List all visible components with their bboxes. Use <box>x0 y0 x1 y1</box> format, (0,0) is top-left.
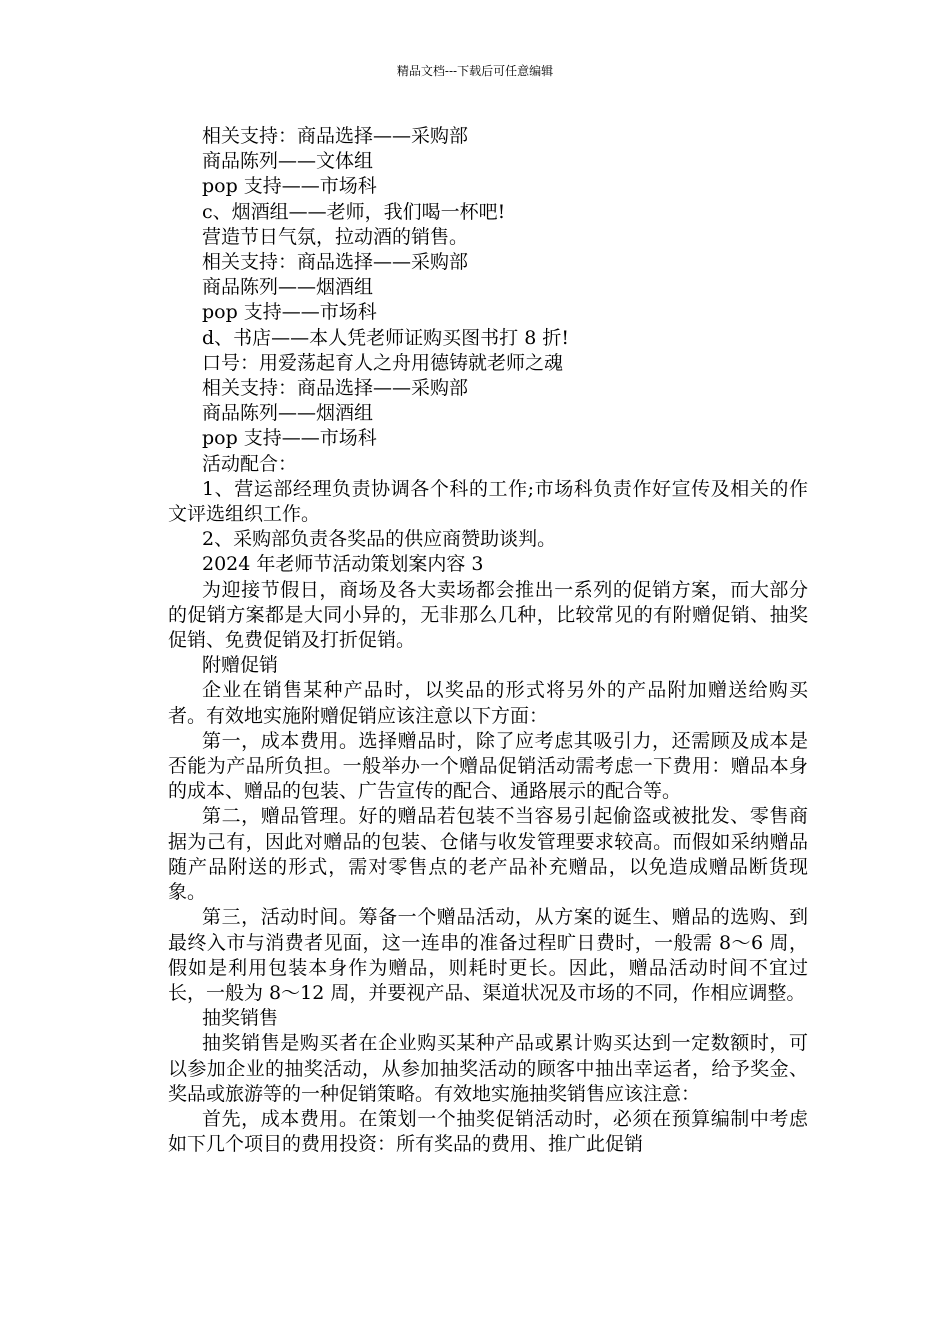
section-heading: 抽奖销售 <box>202 1007 279 1030</box>
text-line: d、书店——本人凭老师证购买图书打 8 折! <box>202 326 569 349</box>
text-line: 相关支持：商品选择——采购部 <box>202 377 469 400</box>
section-heading: 附赠促销 <box>202 654 279 677</box>
document-body <box>168 124 808 1157</box>
text-line: 活动配合： <box>202 452 298 475</box>
text-line: 商品陈列——烟酒组 <box>202 276 374 299</box>
text-line: pop 支持——市场科 <box>202 301 377 324</box>
paragraph: 第二，赠品管理。好的赠品若包装不当容易引起偷盗或被批发、零售商据为己有，因此对赠品的包装、仓储与收发管理要求较高。而假如采纳赠品随产品附送的形式，需对零售点的老产品补充赠品，以免造成赠品断货现象。 <box>168 805 808 904</box>
paragraph: 首先，成本费用。在策划一个抽奖促销活动时，必须在预算编制中考虑如下几个项目的费用投资：所有奖品的费用、推广此促销 <box>168 1107 808 1156</box>
text-line: 商品陈列——文体组 <box>202 150 374 173</box>
paragraph: 企业在销售某种产品时，以奖品的形式将另外的产品附加赠送给购买者。有效地实施附赠促销应该注意以下方面： <box>168 679 808 727</box>
text-line: 相关支持：商品选择——采购部 <box>202 125 469 147</box>
text-line: 相关支持：商品选择——采购部 <box>202 251 469 274</box>
text-line: c、烟酒组——老师，我们喝一杯吧! <box>202 200 506 223</box>
text-line: 营造节日气氛，拉动酒的销售。 <box>202 225 469 248</box>
section-heading: 2024 年老师节活动策划案内容 3 <box>202 553 484 576</box>
paragraph: 1、营运部经理负责协调各个科的工作;市场科负责作好宣传及相关的作文评选组织工作。 <box>168 477 808 526</box>
text-line: 口号：用爱荡起育人之舟用德铸就老师之魂 <box>202 351 564 374</box>
text-line: 商品陈列——烟酒组 <box>202 402 374 425</box>
paragraph: 第三，活动时间。筹备一个赠品活动，从方案的诞生、赠品的选购、到最终入市与消费者见面，这一连串的准备过程旷日费时，一般需 8～6 周，假如是利用包装本身作为赠品，则耗时更长。因此，赠品活动时间不宜过长，一般为 8～12 周，并要视产品、渠道状况及市场的不同，作相应调整。 <box>168 906 808 1004</box>
text-line: pop 支持——市场科 <box>202 175 377 198</box>
paragraph: 抽奖销售是购买者在企业购买某种产品或累计购买达到一定数额时，可以参加企业的抽奖活动，从参加抽奖活动的顾客中抽出幸运者，给予奖金、奖品或旅游等的一种促销策略。有效地实施抽奖销售应该注意： <box>168 1032 808 1105</box>
page-header: 精品文档---下载后可任意编辑 <box>396 64 554 78</box>
paragraph: 第一，成本费用。选择赠品时，除了应考虑其吸引力，还需顾及成本是否能为产品所负担。一般举办一个赠品促销活动需考虑一下费用：赠品本身的成本、赠品的包装、广告宣传的配合、通路展示的配合等。 <box>168 729 808 803</box>
text-line: pop 支持——市场科 <box>202 427 377 450</box>
paragraph: 2、采购部负责各奖品的供应商赞助谈判。 <box>202 528 557 551</box>
paragraph: 为迎接节假日，商场及各大卖场都会推出一系列的促销方案，而大部分的促销方案都是大同小异的，无非那么几种，比较常见的有附赠促销、抽奖促销、免费促销及打折促销。 <box>168 578 808 652</box>
